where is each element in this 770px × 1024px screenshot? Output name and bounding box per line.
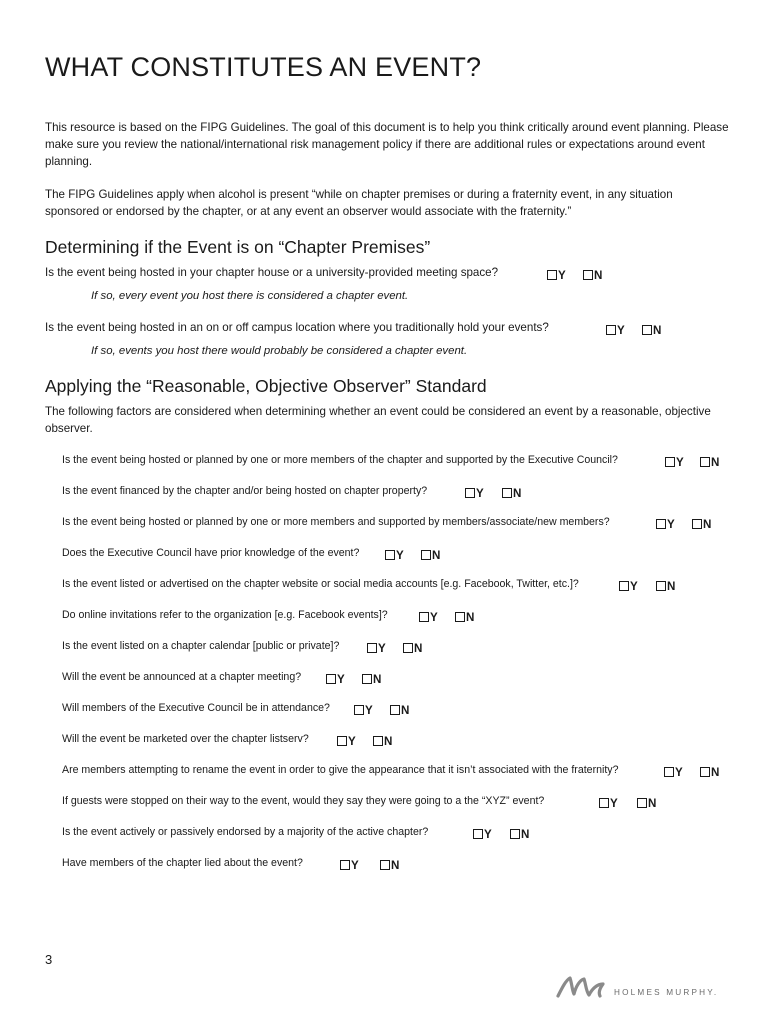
checkbox-yes[interactable] [547, 270, 557, 280]
checkbox-yes[interactable] [619, 581, 629, 591]
observer-q14-no-option[interactable]: N [380, 856, 399, 874]
observer-question: Will the event be marketed over the chapter listserv? [62, 733, 309, 745]
premises-q1-yes-option[interactable]: Y [547, 266, 566, 284]
observer-q13-no-option[interactable]: N [510, 825, 529, 843]
section-heading-observer: Applying the “Reasonable, Objective Observer” Standard [45, 376, 487, 396]
page-number: 3 [45, 952, 53, 967]
checkbox-yes[interactable] [665, 457, 675, 467]
observer-question: Is the event listed on a chapter calendar [public or private]? [62, 640, 340, 652]
observer-q11-yes-option[interactable]: Y [664, 763, 683, 781]
observer-q11-no-option[interactable]: N [700, 763, 719, 781]
intro-paragraph: This resource is based on the FIPG Guidelines. The goal of this document is to help you think critically around event planning. Please make sure you review the national/international risk management policy if there are additional rules or expectations around event planning. [45, 121, 729, 168]
observer-q3-no-option[interactable]: N [692, 515, 711, 533]
observer-intro-paragraph: The following factors are considered when determining whether an event could be considered an event by a reasonable, objective observer. [45, 405, 711, 435]
observer-q1-no-option[interactable]: N [700, 453, 719, 471]
observer-q4-yes-option[interactable]: Y [385, 546, 404, 564]
premises-q2-no-option[interactable]: N [642, 321, 661, 339]
checkbox-yes[interactable] [664, 767, 674, 777]
checkbox-no[interactable] [700, 767, 710, 777]
observer-q3-yes-option[interactable]: Y [656, 515, 675, 533]
observer-question: Is the event listed or advertised on the chapter website or social media accounts [e.g. Facebook, Twitter, etc.]? [62, 578, 579, 590]
checkbox-no[interactable] [583, 270, 593, 280]
observer-q10-no-option[interactable]: N [373, 732, 392, 750]
observer-q5-no-option[interactable]: N [656, 577, 675, 595]
checkbox-no[interactable] [455, 612, 465, 622]
observer-q7-no-option[interactable]: N [403, 639, 422, 657]
premises-question-1 [45, 266, 498, 280]
premises-note-2: If so, events you host there would probably be considered a chapter event. [91, 345, 468, 357]
observer-q6-yes-option[interactable]: Y [419, 608, 438, 626]
checkbox-yes[interactable] [354, 705, 364, 715]
checkbox-yes[interactable] [606, 325, 616, 335]
observer-q9-no-option[interactable]: N [390, 701, 409, 719]
checkbox-no[interactable] [637, 798, 647, 808]
observer-q1-yes-option[interactable]: Y [665, 453, 684, 471]
checkbox-yes[interactable] [340, 860, 350, 870]
observer-q6-no-option[interactable]: N [455, 608, 474, 626]
observer-q9-yes-option[interactable]: Y [354, 701, 373, 719]
observer-q10-yes-option[interactable]: Y [337, 732, 356, 750]
observer-question: Is the event being hosted or planned by one or more members and supported by members/associate/new members? [62, 516, 610, 528]
observer-question: Does the Executive Council have prior knowledge of the event? [62, 547, 360, 559]
logo-mark-icon [558, 978, 603, 996]
observer-q8-yes-option[interactable]: Y [326, 670, 345, 688]
observer-question: Do online invitations refer to the organization [e.g. Facebook events]? [62, 609, 388, 621]
checkbox-yes[interactable] [599, 798, 609, 808]
observer-question: Is the event being hosted or planned by one or more members of the chapter and supported by the Executive Council? [62, 454, 618, 466]
observer-q8-no-option[interactable]: N [362, 670, 381, 688]
observer-q2-yes-option[interactable]: Y [465, 484, 484, 502]
checkbox-no[interactable] [700, 457, 710, 467]
checkbox-yes[interactable] [367, 643, 377, 653]
brand-wordmark: HOLMES MURPHY. [614, 988, 719, 997]
observer-q12-yes-option[interactable]: Y [599, 794, 618, 812]
checkbox-no[interactable] [510, 829, 520, 839]
observer-q4-no-option[interactable]: N [421, 546, 440, 564]
checkbox-no[interactable] [421, 550, 431, 560]
checkbox-yes[interactable] [473, 829, 483, 839]
observer-question: Are members attempting to rename the event in order to give the appearance that it isn’t associated with the fraternity? [62, 764, 619, 776]
fipg-paragraph: The FIPG Guidelines apply when alcohol is present “while on chapter premises or during a fraternity event, in any situation sponsored or endorsed by the chapter, or at any event an observer would associate with the fraternity.” [45, 188, 673, 218]
checkbox-yes[interactable] [419, 612, 429, 622]
observer-question: Is the event actively or passively endorsed by a majority of the active chapter? [62, 826, 429, 838]
checkbox-no[interactable] [362, 674, 372, 684]
checkbox-yes[interactable] [337, 736, 347, 746]
observer-q13-yes-option[interactable]: Y [473, 825, 492, 843]
observer-q7-yes-option[interactable]: Y [367, 639, 386, 657]
observer-question: Have members of the chapter lied about the event? [62, 857, 303, 869]
checkbox-yes[interactable] [656, 519, 666, 529]
observer-q14-yes-option[interactable]: Y [340, 856, 359, 874]
premises-question-2 [45, 321, 549, 335]
premises-note-1: If so, every event you host there is considered a chapter event. [91, 290, 409, 302]
checkbox-yes[interactable] [385, 550, 395, 560]
question-text: Is the event being hosted in an on or off campus location where you traditionally hold your events? [45, 321, 549, 334]
checkbox-no[interactable] [656, 581, 666, 591]
observer-q5-yes-option[interactable]: Y [619, 577, 638, 595]
question-text: Is the event being hosted in your chapter house or a university-provided meeting space? [45, 266, 499, 279]
checkbox-yes[interactable] [326, 674, 336, 684]
checkbox-no[interactable] [373, 736, 383, 746]
checkbox-no[interactable] [403, 643, 413, 653]
premises-q2-yes-option[interactable]: Y [606, 321, 625, 339]
page-title: WHAT CONSTITUTES AN EVENT? [45, 52, 482, 82]
section-heading-premises: Determining if the Event is on “Chapter Premises” [45, 237, 431, 257]
premises-q1-no-option[interactable]: N [583, 266, 602, 284]
checkbox-no[interactable] [390, 705, 400, 715]
checkbox-no[interactable] [642, 325, 652, 335]
observer-question: Will the event be announced at a chapter meeting? [62, 671, 302, 683]
observer-question: Is the event financed by the chapter and/or being hosted on chapter property? [62, 485, 428, 497]
observer-q2-no-option[interactable]: N [502, 484, 521, 502]
checkbox-no[interactable] [502, 488, 512, 498]
checkbox-no[interactable] [692, 519, 702, 529]
checkbox-no[interactable] [380, 860, 390, 870]
observer-q12-no-option[interactable]: N [637, 794, 656, 812]
checkbox-yes[interactable] [465, 488, 475, 498]
observer-question: If guests were stopped on their way to the event, would they say they were going to a the “XYZ” event? [62, 795, 545, 807]
observer-question: Will members of the Executive Council be in attendance? [62, 702, 330, 714]
